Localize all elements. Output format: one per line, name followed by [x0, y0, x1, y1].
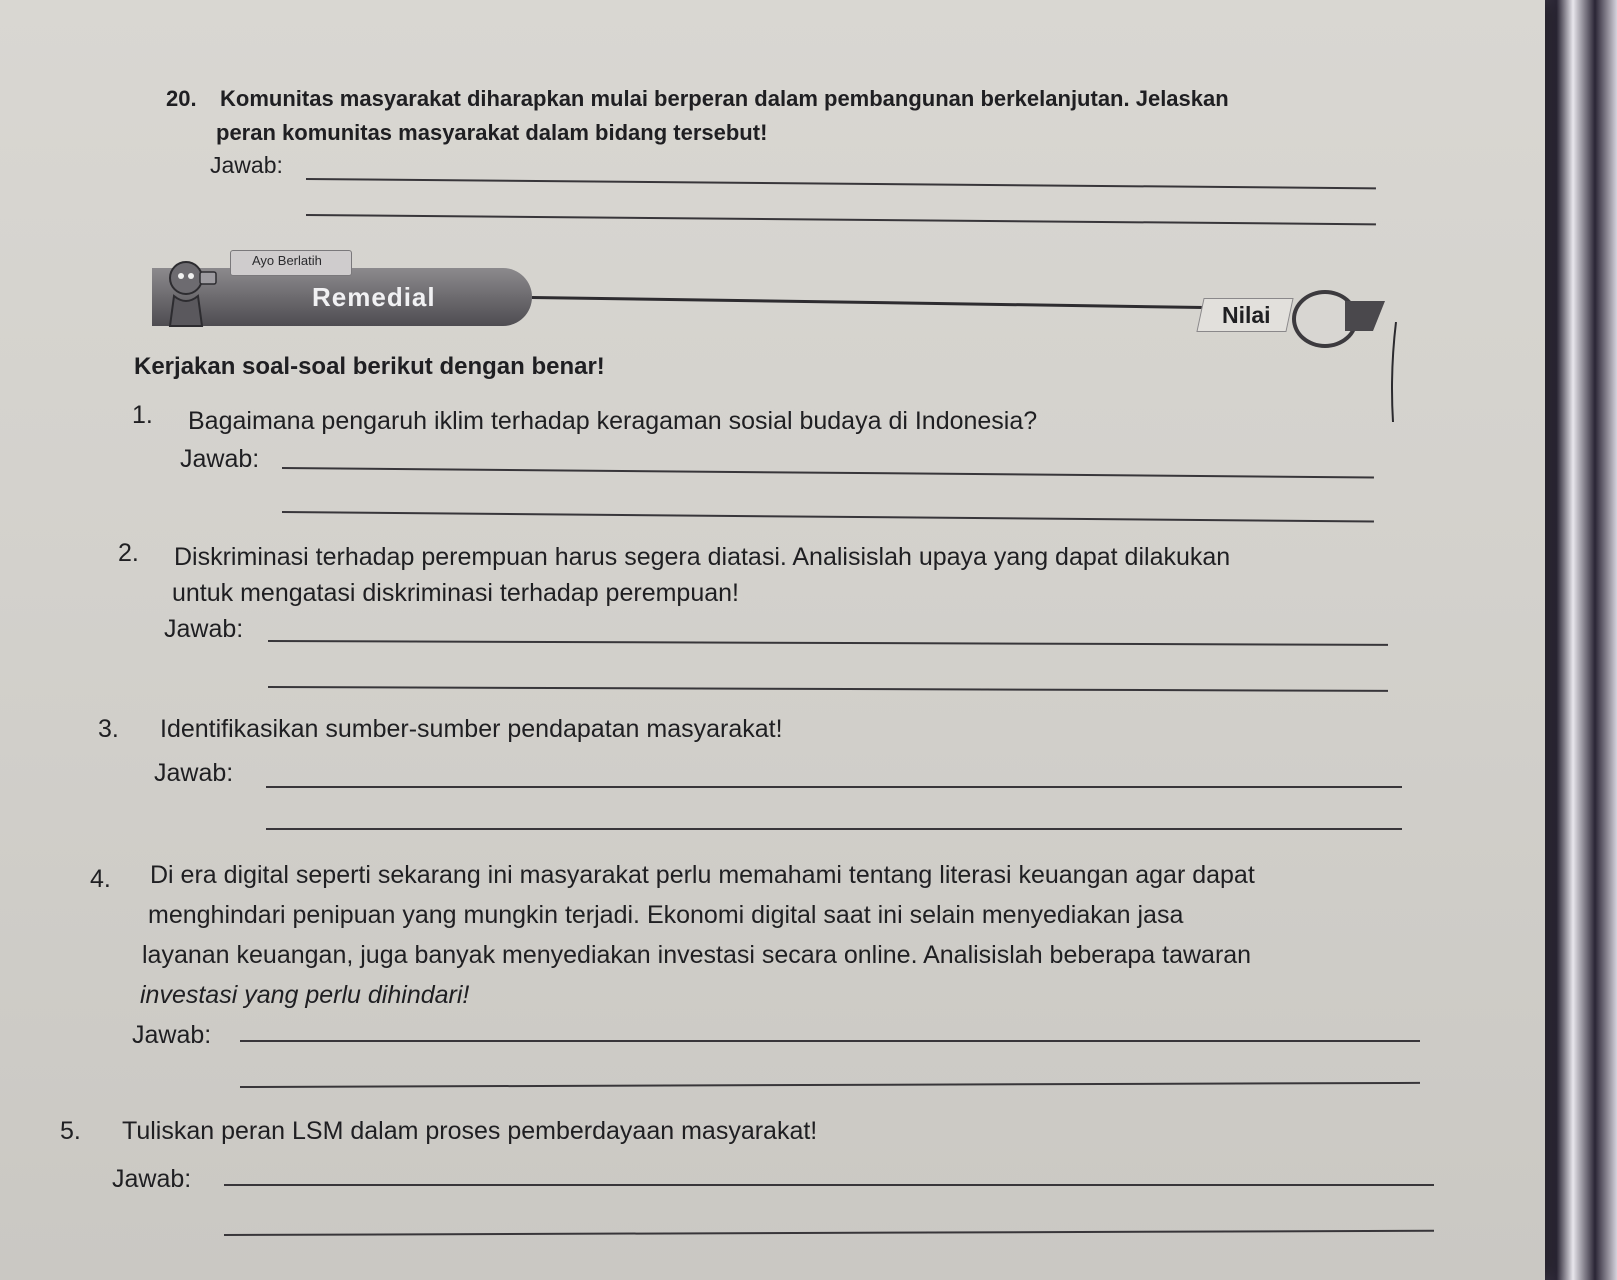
- question-4-line-1: Di era digital seperti sekarang ini masyarakat perlu memahami tentang literasi keuangan agar dapat: [150, 861, 1255, 889]
- question-2-answer-line-2[interactable]: [268, 686, 1388, 692]
- question-5-answer-label: Jawab:: [112, 1165, 192, 1193]
- question-20-answer-label: Jawab:: [210, 152, 283, 178]
- student-mascot-icon: [146, 248, 230, 332]
- question-4-line-3: layanan keuangan, juga banyak menyediakan investasi secara online. Analisislah beberapa tawaran: [142, 941, 1252, 969]
- nilai-label: Nilai: [1222, 302, 1271, 328]
- question-2-answer-line-1[interactable]: [268, 640, 1388, 646]
- question-4-answer-line-1[interactable]: [240, 1040, 1420, 1042]
- question-20-line-2: peran komunitas masyarakat dalam bidang tersebut!: [216, 120, 768, 145]
- question-1-answer-label: Jawab:: [180, 445, 260, 473]
- question-3-answer-line-2[interactable]: [266, 828, 1402, 830]
- question-4-line-2: menghindari penipuan yang mungkin terjadi. Ekonomi digital saat ini selain menyediakan jasa: [148, 901, 1184, 929]
- question-1-answer-line-2[interactable]: [282, 511, 1374, 523]
- question-20-line-1: Komunitas masyarakat diharapkan mulai berperan dalam pembangunan berkelanjutan. Jelaskan: [220, 86, 1229, 111]
- question-3-answer-line-1[interactable]: [266, 786, 1402, 788]
- question-1-number: 1.: [132, 401, 153, 429]
- question-4-number: 4.: [90, 865, 111, 893]
- question-5-answer-line-1[interactable]: [224, 1184, 1434, 1186]
- instruction-text: Kerjakan soal-soal berikut dengan benar!: [134, 353, 605, 380]
- question-2-line-2: untuk mengatasi diskriminasi terhadap perempuan!: [172, 579, 739, 607]
- question-1-answer-line-1[interactable]: [282, 467, 1374, 479]
- question-5-answer-line-2[interactable]: [224, 1230, 1434, 1236]
- margin-pen-stroke: [1388, 322, 1398, 422]
- question-3-answer-label: Jawab:: [154, 759, 234, 787]
- question-20-answer-line-1[interactable]: [306, 178, 1376, 189]
- question-3-line-1: Identifikasikan sumber-sumber pendapatan masyarakat!: [160, 715, 783, 743]
- question-2-number: 2.: [118, 539, 139, 567]
- question-5-number: 5.: [60, 1117, 81, 1145]
- nilai-tail-decoration: [1345, 301, 1385, 331]
- question-5-line-1: Tuliskan peran LSM dalam proses pemberdayaan masyarakat!: [122, 1117, 818, 1145]
- question-1-line-1: Bagaimana pengaruh iklim terhadap keragaman sosial budaya di Indonesia?: [188, 407, 1038, 435]
- ayo-berlatih-label: Ayo Berlatih: [252, 253, 322, 268]
- question-2-line-1: Diskriminasi terhadap perempuan harus segera diatasi. Analisislah upaya yang dapat dilakukan: [174, 543, 1231, 571]
- question-3-number: 3.: [98, 715, 119, 743]
- question-4-answer-line-2[interactable]: [240, 1082, 1420, 1088]
- banner-rule-line: [532, 296, 1212, 309]
- question-4-answer-label: Jawab:: [132, 1021, 212, 1049]
- question-20-answer-line-2[interactable]: [306, 214, 1376, 225]
- question-2-answer-label: Jawab:: [164, 615, 244, 643]
- remedial-title: Remedial: [312, 282, 436, 312]
- question-4-line-4: investasi yang perlu dihindari!: [140, 981, 470, 1009]
- question-20-number: 20.: [166, 86, 197, 111]
